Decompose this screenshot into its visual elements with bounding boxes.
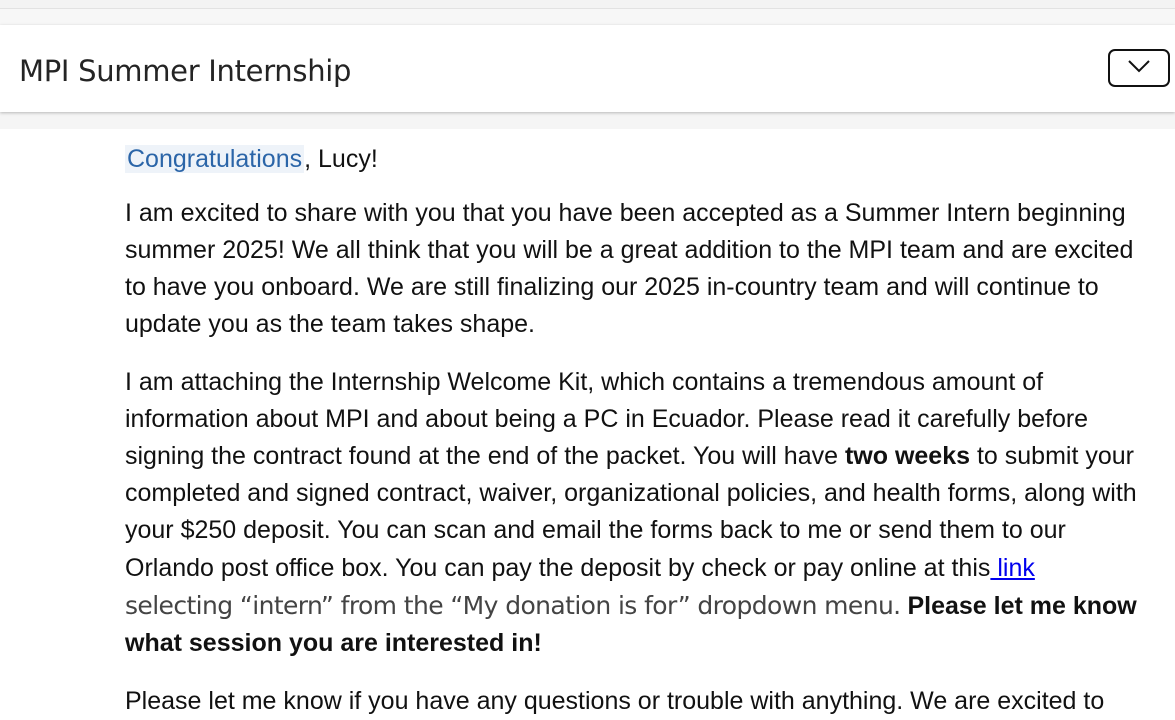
greeting-highlight: Congratulations [127,145,303,173]
chevron-down-icon [1125,58,1153,79]
paragraph-instructions [125,364,1145,662]
message-body [125,142,1175,715]
session-request: Please let me know what session you are interested in! [125,592,1137,657]
instructions-text: I am attaching the Internship Welcome Kit, which contains a tremendous amount of information about MPI and about being a PC in Ecuador. Please read it carefully before signing the contract found at the end of the packet. You will have [125,368,1089,470]
message-header [0,25,1175,112]
reading-pane-gap [0,9,1175,25]
greeting-name: , Lucy! [304,145,378,173]
donation-link[interactable]: link [990,554,1035,582]
greeting [125,142,1175,177]
deadline-emphasis: two weeks [844,442,971,470]
paragraph-closing-cut: Please let me know if you have any questions or trouble with anything. We are excited to [125,687,1105,715]
top-toolbar-strip [0,0,1175,9]
email-subject: MPI Summer Internship [19,54,352,88]
collapse-button[interactable] [1108,49,1170,87]
paragraph-acceptance: I am excited to share with you that you have been accepted as a Summer Intern beginning summer 2025! We all think that you will be a great addition to the MPI team and are excited to have you onboard. We are still finalizing our 2025 in-country team and will continue to update you as the team takes shape. [125,199,1134,338]
header-divider [0,112,1175,129]
dropdown-instructions: selecting “intern” from the “My donation is for” dropdown menu. [125,591,901,620]
instructions-text-2: to submit your completed and signed contract, waiver, organizational policies, and health forms, along with your $250 deposit. You can scan and email the forms back to me or send them to our Orlando post office box. You can pay the deposit by check or pay online at this [125,442,1137,582]
